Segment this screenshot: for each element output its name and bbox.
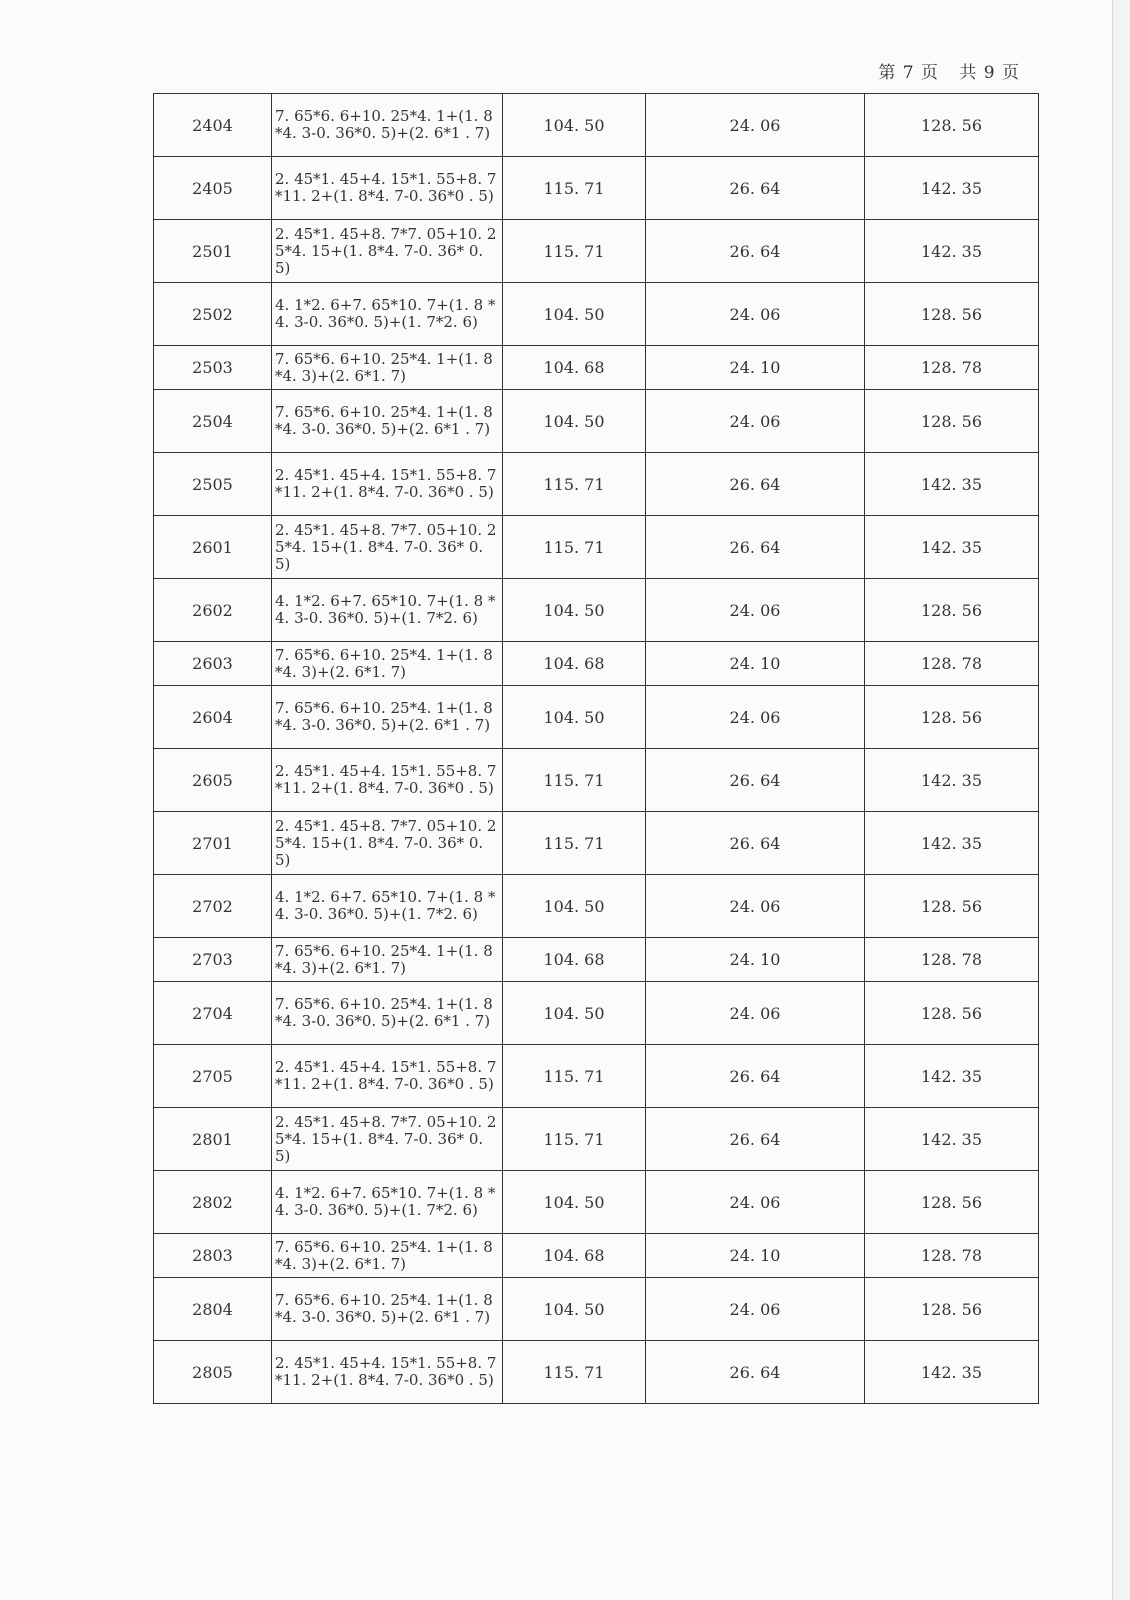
area-total-cell: 128. 56 — [865, 283, 1039, 346]
table-row — [154, 283, 1039, 346]
area-value-a-cell: 104. 68 — [503, 938, 646, 982]
area-value-b-cell: 24. 06 — [646, 1171, 865, 1234]
area-value-b-cell: 26. 64 — [646, 1341, 865, 1404]
area-formula-cell: 7. 65*6. 6+10. 25*4. 1+(1. 8*4. 3)+(2. 6*1. 7) — [272, 938, 503, 982]
unit-number-cell: 2405 — [154, 157, 272, 220]
area-value-a-cell: 104. 50 — [503, 390, 646, 453]
unit-number-cell: 2501 — [154, 220, 272, 283]
area-total-cell: 142. 35 — [865, 812, 1039, 875]
area-value-a-cell: 104. 50 — [503, 875, 646, 938]
area-total-cell: 128. 56 — [865, 686, 1039, 749]
area-value-a-cell: 104. 50 — [503, 94, 646, 157]
area-value-a-cell: 115. 71 — [503, 157, 646, 220]
table-row — [154, 749, 1039, 812]
area-value-b-cell: 24. 06 — [646, 982, 865, 1045]
area-value-b-cell: 26. 64 — [646, 749, 865, 812]
table-row — [154, 938, 1039, 982]
table-row — [154, 516, 1039, 579]
area-total-cell: 142. 35 — [865, 516, 1039, 579]
table-row — [154, 812, 1039, 875]
unit-number-cell: 2702 — [154, 875, 272, 938]
area-formula-cell: 4. 1*2. 6+7. 65*10. 7+(1. 8 *4. 3-0. 36*0. 5)+(1. 7*2. 6) — [272, 1171, 503, 1234]
area-total-cell: 142. 35 — [865, 453, 1039, 516]
area-total-cell: 128. 56 — [865, 982, 1039, 1045]
area-value-a-cell: 104. 50 — [503, 1171, 646, 1234]
unit-number-cell: 2703 — [154, 938, 272, 982]
table-row — [154, 1341, 1039, 1404]
area-total-cell: 142. 35 — [865, 749, 1039, 812]
area-total-cell: 128. 78 — [865, 346, 1039, 390]
area-value-a-cell: 104. 68 — [503, 1234, 646, 1278]
table-row — [154, 390, 1039, 453]
area-value-b-cell: 26. 64 — [646, 812, 865, 875]
area-value-a-cell: 115. 71 — [503, 812, 646, 875]
unit-number-cell: 2504 — [154, 390, 272, 453]
area-formula-cell: 7. 65*6. 6+10. 25*4. 1+(1. 8*4. 3-0. 36*0. 5)+(2. 6*1 . 7) — [272, 686, 503, 749]
page-current-label: 第 7 页 — [878, 63, 939, 83]
area-total-cell: 142. 35 — [865, 157, 1039, 220]
area-value-a-cell: 104. 50 — [503, 982, 646, 1045]
unit-number-cell: 2603 — [154, 642, 272, 686]
table-row — [154, 982, 1039, 1045]
unit-number-cell: 2605 — [154, 749, 272, 812]
table-row — [154, 579, 1039, 642]
area-total-cell: 128. 56 — [865, 875, 1039, 938]
area-formula-cell: 7. 65*6. 6+10. 25*4. 1+(1. 8*4. 3-0. 36*0. 5)+(2. 6*1 . 7) — [272, 94, 503, 157]
area-total-cell: 128. 78 — [865, 642, 1039, 686]
area-formula-cell: 7. 65*6. 6+10. 25*4. 1+(1. 8*4. 3)+(2. 6*1. 7) — [272, 346, 503, 390]
area-value-b-cell: 24. 06 — [646, 1278, 865, 1341]
unit-number-cell: 2801 — [154, 1108, 272, 1171]
table-row — [154, 1108, 1039, 1171]
table-row — [154, 1234, 1039, 1278]
table-row — [154, 157, 1039, 220]
area-value-a-cell: 104. 68 — [503, 346, 646, 390]
area-value-b-cell: 24. 06 — [646, 94, 865, 157]
unit-number-cell: 2701 — [154, 812, 272, 875]
table-row — [154, 220, 1039, 283]
unit-number-cell: 2502 — [154, 283, 272, 346]
area-total-cell: 128. 56 — [865, 390, 1039, 453]
area-total-cell: 128. 56 — [865, 94, 1039, 157]
area-table — [153, 93, 1039, 1404]
area-formula-cell: 2. 45*1. 45+4. 15*1. 55+8. 7*11. 2+(1. 8*4. 7-0. 36*0 . 5) — [272, 1045, 503, 1108]
area-formula-cell: 2. 45*1. 45+4. 15*1. 55+8. 7*11. 2+(1. 8*4. 7-0. 36*0 . 5) — [272, 157, 503, 220]
area-value-b-cell: 24. 06 — [646, 283, 865, 346]
area-formula-cell: 2. 45*1. 45+8. 7*7. 05+10. 25*4. 15+(1. 8*4. 7-0. 36* 0. 5) — [272, 812, 503, 875]
unit-number-cell: 2503 — [154, 346, 272, 390]
page-total-label: 共 9 页 — [959, 63, 1020, 83]
area-value-a-cell: 115. 71 — [503, 453, 646, 516]
area-value-b-cell: 24. 06 — [646, 390, 865, 453]
area-value-b-cell: 26. 64 — [646, 453, 865, 516]
area-value-b-cell: 26. 64 — [646, 1108, 865, 1171]
area-value-a-cell: 104. 50 — [503, 283, 646, 346]
area-value-b-cell: 24. 06 — [646, 686, 865, 749]
unit-number-cell: 2505 — [154, 453, 272, 516]
area-total-cell: 128. 56 — [865, 1171, 1039, 1234]
area-value-a-cell: 104. 50 — [503, 686, 646, 749]
area-formula-cell: 2. 45*1. 45+8. 7*7. 05+10. 25*4. 15+(1. 8*4. 7-0. 36* 0. 5) — [272, 516, 503, 579]
area-value-a-cell: 115. 71 — [503, 220, 646, 283]
area-formula-cell: 2. 45*1. 45+4. 15*1. 55+8. 7*11. 2+(1. 8*4. 7-0. 36*0 . 5) — [272, 1341, 503, 1404]
area-value-a-cell: 115. 71 — [503, 1108, 646, 1171]
table-row — [154, 94, 1039, 157]
area-value-a-cell: 115. 71 — [503, 516, 646, 579]
area-value-b-cell: 24. 10 — [646, 1234, 865, 1278]
unit-number-cell: 2601 — [154, 516, 272, 579]
unit-number-cell: 2705 — [154, 1045, 272, 1108]
area-value-a-cell: 104. 68 — [503, 642, 646, 686]
area-value-b-cell: 24. 10 — [646, 346, 865, 390]
table-row — [154, 1171, 1039, 1234]
area-value-a-cell: 115. 71 — [503, 1341, 646, 1404]
area-value-b-cell: 24. 06 — [646, 579, 865, 642]
table-row — [154, 875, 1039, 938]
area-total-cell: 142. 35 — [865, 220, 1039, 283]
table-row — [154, 686, 1039, 749]
unit-number-cell: 2805 — [154, 1341, 272, 1404]
unit-number-cell: 2404 — [154, 94, 272, 157]
unit-number-cell: 2604 — [154, 686, 272, 749]
area-formula-cell: 4. 1*2. 6+7. 65*10. 7+(1. 8 *4. 3-0. 36*0. 5)+(1. 7*2. 6) — [272, 579, 503, 642]
area-formula-cell: 7. 65*6. 6+10. 25*4. 1+(1. 8*4. 3-0. 36*0. 5)+(2. 6*1 . 7) — [272, 390, 503, 453]
area-total-cell: 128. 78 — [865, 938, 1039, 982]
area-table-body — [154, 94, 1039, 1404]
area-value-b-cell: 24. 10 — [646, 938, 865, 982]
table-row — [154, 642, 1039, 686]
area-value-b-cell: 26. 64 — [646, 1045, 865, 1108]
table-row — [154, 1278, 1039, 1341]
area-formula-cell: 2. 45*1. 45+8. 7*7. 05+10. 25*4. 15+(1. 8*4. 7-0. 36* 0. 5) — [272, 220, 503, 283]
area-value-a-cell: 104. 50 — [503, 1278, 646, 1341]
area-value-a-cell: 104. 50 — [503, 579, 646, 642]
area-formula-cell: 7. 65*6. 6+10. 25*4. 1+(1. 8*4. 3)+(2. 6*1. 7) — [272, 642, 503, 686]
unit-number-cell: 2602 — [154, 579, 272, 642]
unit-number-cell: 2704 — [154, 982, 272, 1045]
area-total-cell: 142. 35 — [865, 1045, 1039, 1108]
area-formula-cell: 4. 1*2. 6+7. 65*10. 7+(1. 8 *4. 3-0. 36*0. 5)+(1. 7*2. 6) — [272, 875, 503, 938]
area-value-a-cell: 115. 71 — [503, 749, 646, 812]
area-value-b-cell: 24. 10 — [646, 642, 865, 686]
table-row — [154, 1045, 1039, 1108]
area-formula-cell: 2. 45*1. 45+4. 15*1. 55+8. 7*11. 2+(1. 8*4. 7-0. 36*0 . 5) — [272, 453, 503, 516]
area-value-b-cell: 24. 06 — [646, 875, 865, 938]
area-value-a-cell: 115. 71 — [503, 1045, 646, 1108]
table-row — [154, 453, 1039, 516]
area-total-cell: 142. 35 — [865, 1108, 1039, 1171]
area-total-cell: 128. 56 — [865, 579, 1039, 642]
table-row — [154, 346, 1039, 390]
area-value-b-cell: 26. 64 — [646, 516, 865, 579]
area-formula-cell: 7. 65*6. 6+10. 25*4. 1+(1. 8*4. 3)+(2. 6*1. 7) — [272, 1234, 503, 1278]
area-formula-cell: 2. 45*1. 45+4. 15*1. 55+8. 7*11. 2+(1. 8*4. 7-0. 36*0 . 5) — [272, 749, 503, 812]
unit-number-cell: 2802 — [154, 1171, 272, 1234]
area-formula-cell: 7. 65*6. 6+10. 25*4. 1+(1. 8*4. 3-0. 36*0. 5)+(2. 6*1 . 7) — [272, 982, 503, 1045]
area-formula-cell: 4. 1*2. 6+7. 65*10. 7+(1. 8 *4. 3-0. 36*0. 5)+(1. 7*2. 6) — [272, 283, 503, 346]
page-number — [874, 58, 1020, 83]
area-total-cell: 128. 56 — [865, 1278, 1039, 1341]
area-formula-cell: 2. 45*1. 45+8. 7*7. 05+10. 25*4. 15+(1. 8*4. 7-0. 36* 0. 5) — [272, 1108, 503, 1171]
area-total-cell: 128. 78 — [865, 1234, 1039, 1278]
area-formula-cell: 7. 65*6. 6+10. 25*4. 1+(1. 8*4. 3-0. 36*0. 5)+(2. 6*1 . 7) — [272, 1278, 503, 1341]
area-total-cell: 142. 35 — [865, 1341, 1039, 1404]
area-value-b-cell: 26. 64 — [646, 220, 865, 283]
area-value-b-cell: 26. 64 — [646, 157, 865, 220]
unit-number-cell: 2804 — [154, 1278, 272, 1341]
unit-number-cell: 2803 — [154, 1234, 272, 1278]
